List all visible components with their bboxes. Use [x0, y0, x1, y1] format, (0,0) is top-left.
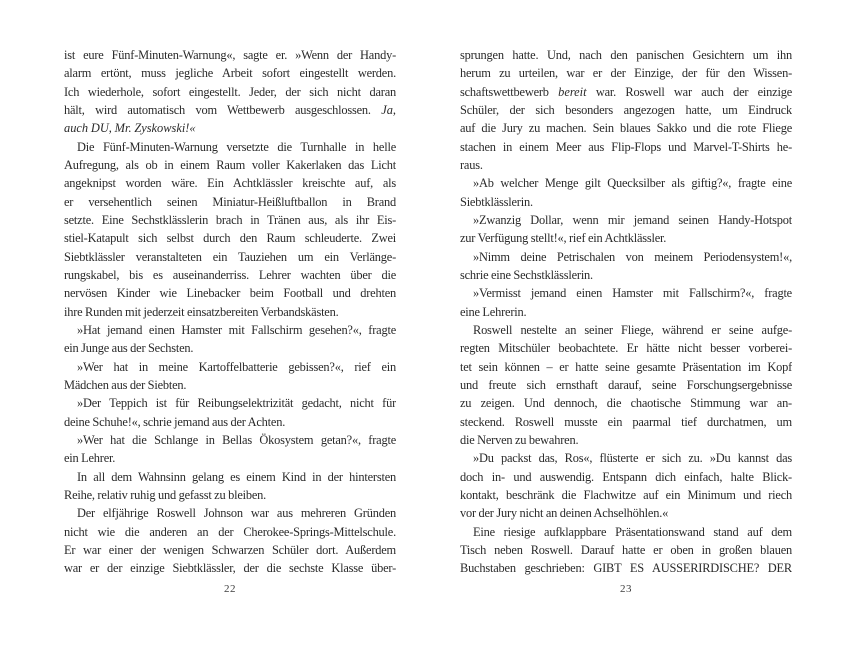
text-line: »Ab welcher Menge gilt Quecksilber als giftig?«, fragte eine: [473, 176, 792, 191]
text-line: Aufregung, als ob in einem Raum voller Kakerlaken das Licht: [64, 157, 396, 172]
text-line: zu zeigen. Und dennoch, die chaotische Stimmung war an-: [460, 396, 792, 411]
text-line: »Wer hat die Schlange in Bellas Ökosystem getan?«, fragte: [77, 432, 396, 447]
text-line: raus.: [460, 157, 483, 172]
text-line: er versehentlich seinen Miniatur-Heißluftballon in Brand: [64, 194, 396, 209]
text-line: rungskabel, bis es auseinanderriss. Lehrer wachten über die: [64, 267, 396, 282]
text-line: Roswell nestelte an seiner Fliege, während er seine aufge-: [473, 322, 792, 337]
text-line: ein Lehrer.: [64, 451, 116, 466]
text-line: ein Junge aus der Sechsten.: [64, 341, 194, 356]
text-column-left: [64, 46, 396, 578]
text-line: doch in- und auswendig. Entspann dich einfach, halte Blick-: [460, 469, 792, 484]
text-line: die Nerven zu bewahren.: [460, 432, 579, 447]
text-line: steckend. Roswell musste ein paarmal tief durchatmen, um: [460, 414, 792, 429]
text-line: auch DU, Mr. Zyskowski!«: [64, 121, 196, 136]
text-line: hält, wird automatisch vom Wettbewerb ausgeschlossen. Ja,: [64, 102, 396, 117]
text-line: Tisch neben Roswell. Darauf hatte er oben in großen blauen: [460, 542, 792, 557]
text-line: »Du packst das, Ros«, flüsterte er sich zu. »Du kannst das: [473, 451, 792, 466]
text-line: regten Mitschüler beobachtete. Er hätte nicht besser vorberei-: [460, 341, 792, 356]
text-line: nervösen Kinder wie Linebacker beim Football und drehten: [64, 286, 396, 301]
text-line: schaftswettbewerb bereit war. Roswell war auch der einzige: [460, 84, 792, 99]
text-line: Der elfjährige Roswell Johnson war aus mehreren Gründen: [77, 506, 396, 521]
text-line: »Hat jemand einen Hamster mit Fallschirm gesehen?«, fragte: [77, 322, 396, 337]
text-line: war er der einzige Siebtklässler, der die sechste Klasse über-: [64, 561, 396, 576]
page-number-left: 22: [224, 583, 236, 595]
text-line: stiel-Katapult sich selbst durch den Raum schleuderte. Zwei: [64, 231, 396, 246]
text-line: Buchstaben geschrieben: GIBT ES AUSSERIRDISCHE? DER: [460, 561, 792, 576]
page-number-right: 23: [620, 583, 632, 595]
text-line: Eine riesige aufklappbare Präsentationswand stand auf dem: [473, 524, 792, 539]
text-line: deine Schuhe!«, schrie jemand aus der Achten.: [64, 414, 286, 429]
text-line: »Zwanzig Dollar, wenn mir jemand seinen Handy-Hotspot: [473, 212, 792, 227]
text-line: angeknipst worden wäre. Ein Achtklässler kreischte auf, als: [64, 176, 396, 191]
text-line: In all dem Wahnsinn gelang es einem Kind in der hintersten: [77, 469, 396, 484]
text-line: Ich wiederhole, sofort eingestellt. Jeder, der sich nicht daran: [64, 84, 396, 99]
text-line: Schüler, der sich besonders angezogen hatte, um Eindruck: [460, 102, 792, 117]
text-line: zur Verfügung stellt!«, rief ein Achtklässler.: [460, 231, 667, 246]
text-line: Siebtklässlerin.: [460, 194, 533, 209]
text-line: kontakt, beschränk die Flachwitze auf ein Minimum und riech: [460, 487, 792, 502]
text-line: tet sein können – er hatte seine gesamte Präsentation im Kopf: [460, 359, 792, 374]
text-line: »Der Teppich ist für Reibungselektrizität gedacht, nicht für: [77, 396, 396, 411]
text-line: setzte. Eine Sechstklässlerin brach in Tränen aus, als ihr Eis-: [64, 212, 396, 227]
text-line: Die Fünf-Minuten-Warnung versetzte die Turnhalle in helle: [77, 139, 396, 154]
text-line: »Nimm deine Petrischalen von meinem Periodensystem!«,: [473, 249, 792, 264]
text-line: »Wer hat in meine Kartoffelbatterie gebissen?«, rief ein: [77, 359, 396, 374]
text-line: und freute sich ernsthaft darauf, seine Forschungsergebnisse: [460, 377, 792, 392]
text-line: stachen in einem Meer aus Flip-Flops und Marvel-T-Shirts he-: [460, 139, 792, 154]
text-column-right: [460, 46, 792, 578]
text-line: ihre Runden mit jederzeit einsatzbereiten Verbandskästen.: [64, 304, 339, 319]
text-line: ist eure Fünf-Minuten-Warnung«, sagte er. »Wenn der Handy-: [64, 48, 396, 62]
text-line: vor der Jury nicht an deinen Achselhöhlen.«: [460, 506, 669, 521]
text-line: eine Lehrerin.: [460, 304, 527, 319]
text-line: herum zu urteilen, war er der Einzige, der für den Wissen-: [460, 66, 792, 81]
text-line: »Vermisst jemand einen Hamster mit Fallschirm?«, fragte: [473, 286, 792, 301]
text-line: sprungen hatte. Und, nach den panischen Gesichtern um ihn: [460, 48, 792, 62]
text-line: Siebtklässler veranstalteten ein Tauziehen um ein Verlänge-: [64, 249, 396, 264]
text-line: auf die Jury zu machen. Sein blaues Sakko und die rote Fliege: [460, 121, 792, 136]
text-line: Er war einer der wenigen Schwarzen Schüler dort. Außerdem: [64, 542, 396, 557]
text-line: schrie eine Sechstklässlerin.: [460, 267, 593, 282]
text-line: Mädchen aus der Siebten.: [64, 377, 187, 392]
text-line: Reihe, relativ ruhig und gefasst zu bleiben.: [64, 487, 267, 502]
text-line: alarm ertönt, muss jegliche Arbeit sofort eingestellt werden.: [64, 66, 396, 81]
text-line: nicht wie die anderen an der Cherokee-Springs-Mittelschule.: [64, 524, 396, 539]
